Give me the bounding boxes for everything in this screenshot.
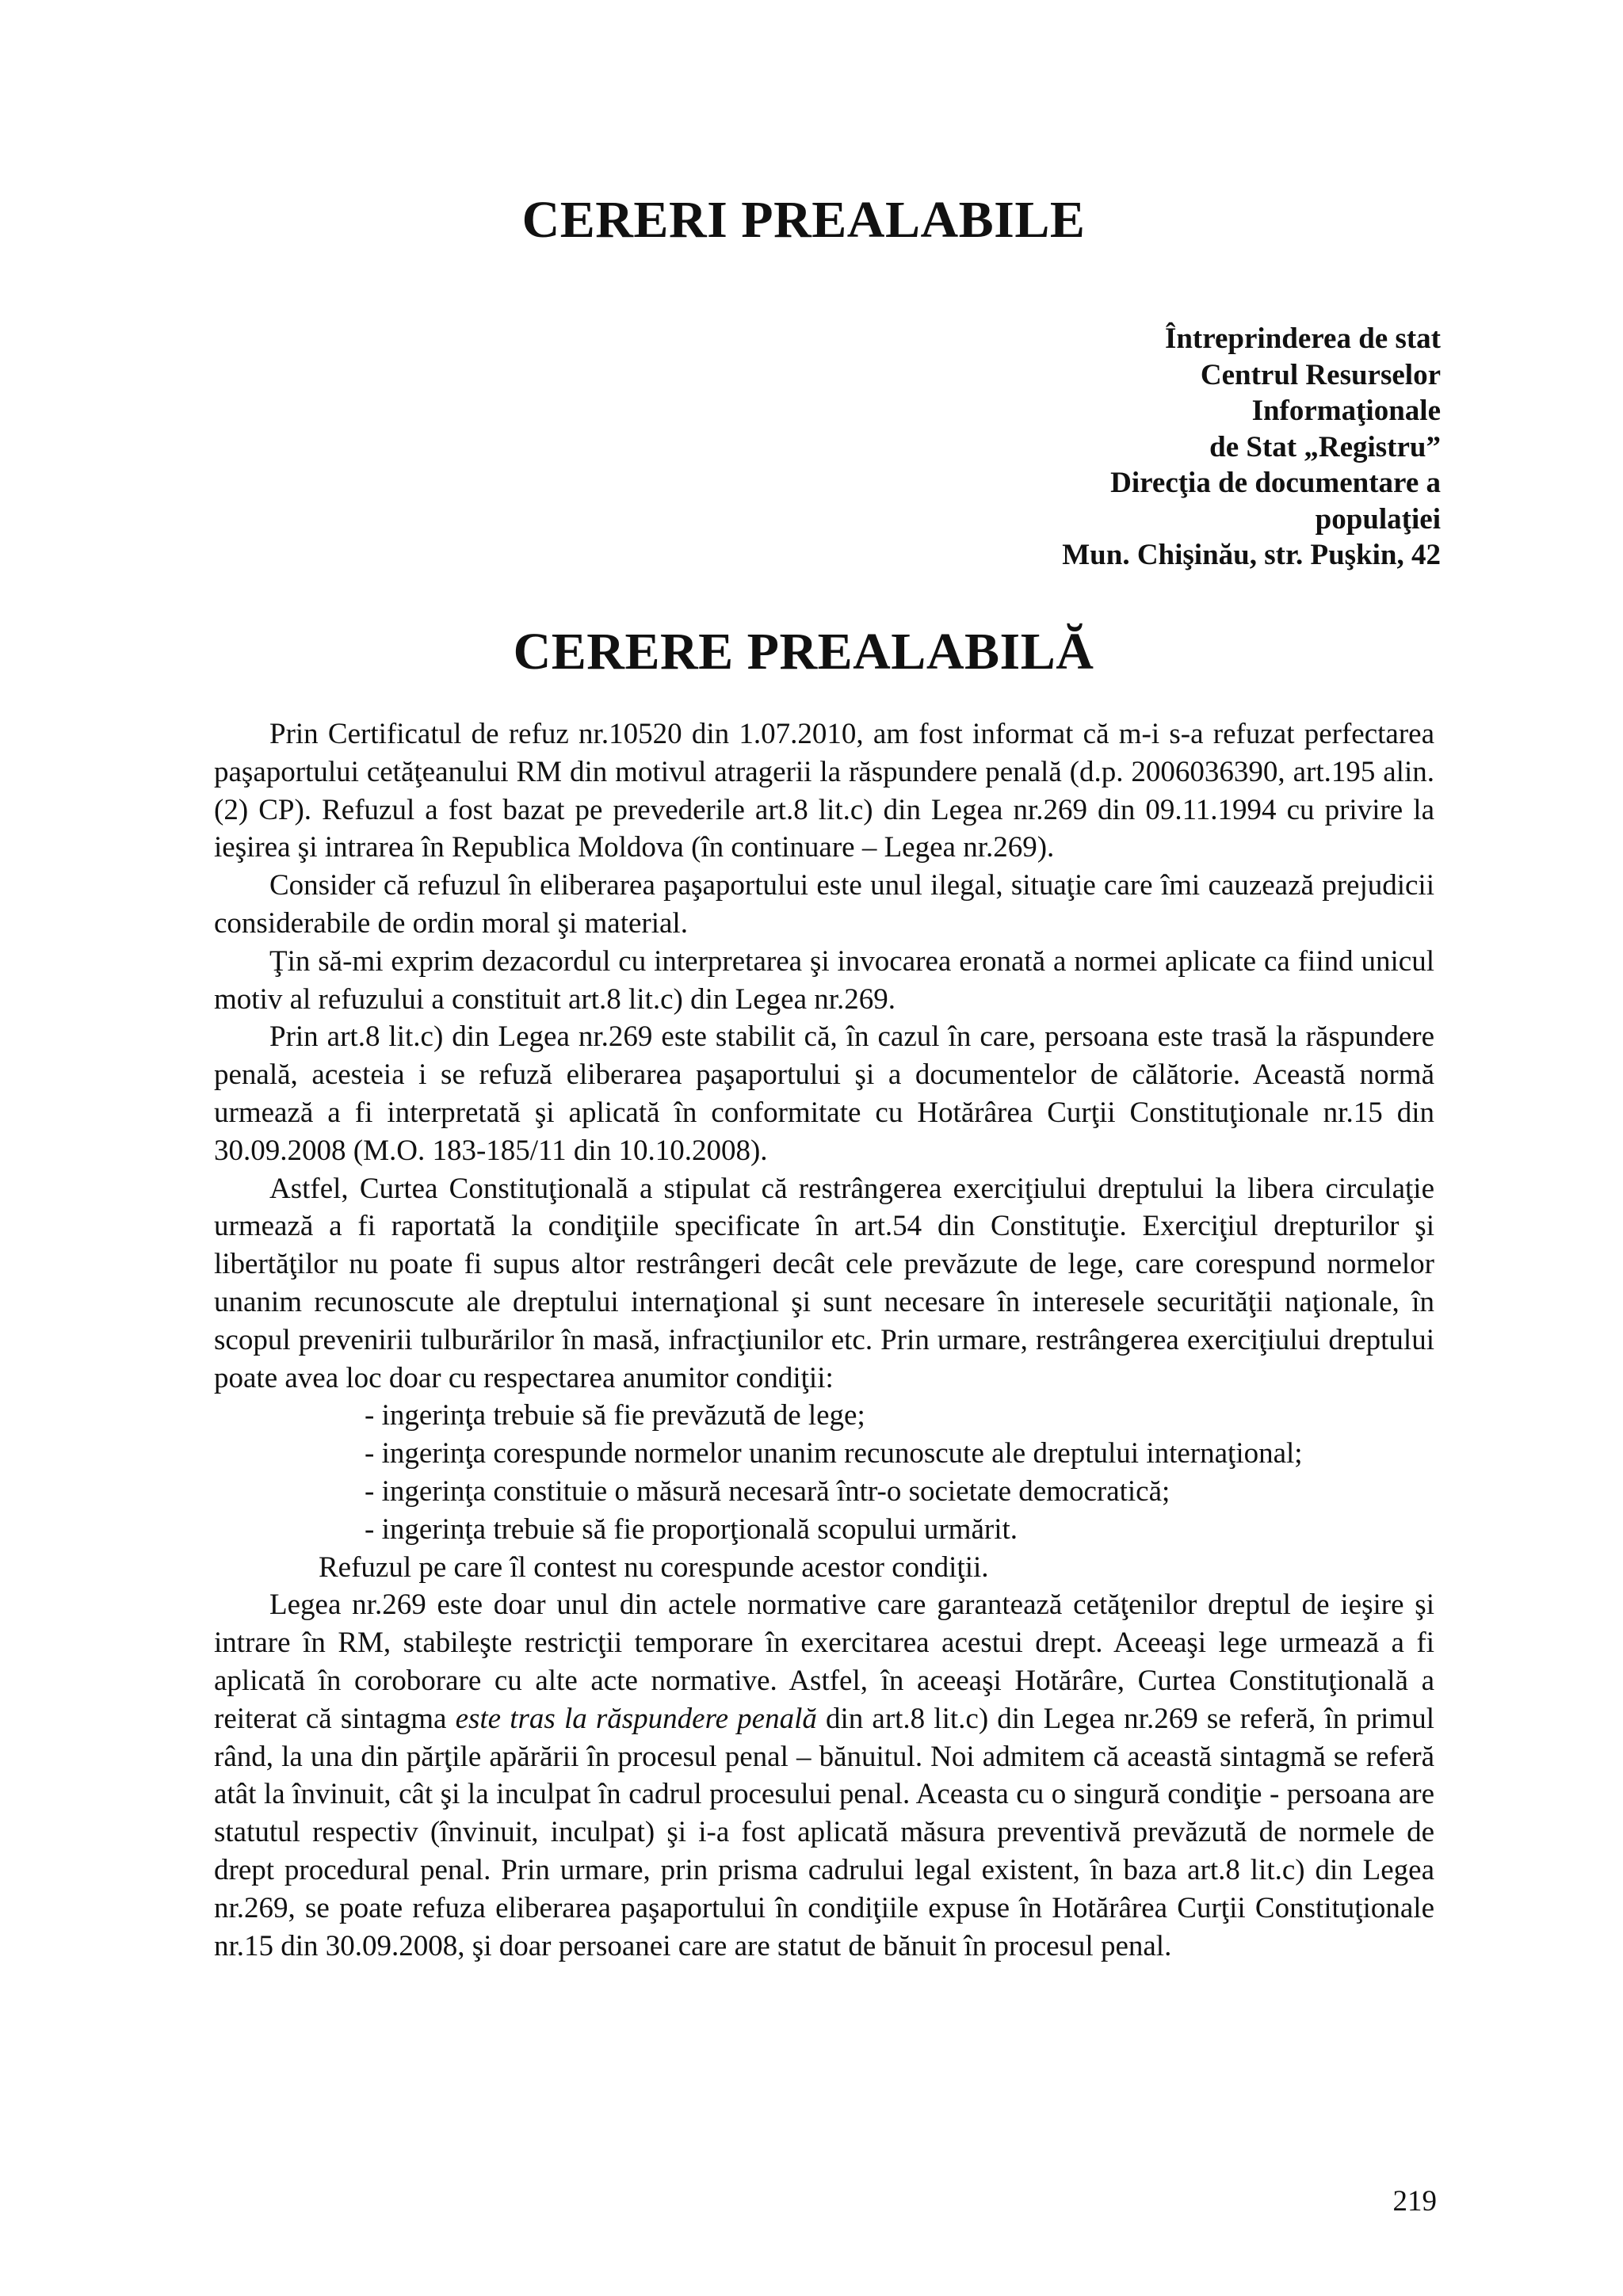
paragraph-constitutional-court: Astfel, Curtea Constituţională a stipulat că restrângerea exerciţiului dreptului la libera circulaţie urmează a fi raportată la condiţiile specificate în art.54 din Constituţie. Exerciţiul drepturilor şi libertăţilor nu poate fi supus altor restrângeri decât cele prevăzute de lege, care corespund normelor unanim recunoscute ale dreptului internaţional şi sunt necesare în interesele securităţii naţionale, în scopul prevenirii tulburărilor în masă, infracţiunilor etc. Prin urmare, restrângerea exerciţiului dreptului poate avea loc doar cu respectarea anumitor condiţii: — [214, 1172, 1434, 1394]
paragraph-illegal-refusal: Consider că refuzul în eliberarea paşaportului este unul ilegal, situaţie care îmi cauzează prejudicii considerabile de ordin moral şi material. — [214, 869, 1434, 940]
paragraph-law-269 — [214, 1586, 1434, 1965]
address-line: Informaţionale — [1251, 395, 1441, 427]
paragraph-contested-refusal: Refuzul pe care îl contest nu corespunde acestor condiţii. — [319, 1550, 989, 1584]
condition-item: - ingerinţa trebuie să fie proporţională scopului urmărit. — [365, 1512, 1018, 1546]
address-line: populaţiei — [1315, 502, 1441, 536]
document-body — [214, 715, 1434, 1965]
paragraph-article-8: Prin art.8 lit.c) din Legea nr.269 este stabilit că, în cazul în care, persoana este trasă la răspundere penală, acesteia i se refuză eliberarea paşaportului şi a documentelor de călătorie. Această normă urmează a fi interpretată şi aplicată în conformitate cu Hotărârea Curţii Constituţionale nr.15 din 30.09.2008 (M.O. 183-185/11 din 10.10.2008). — [214, 1020, 1434, 1167]
paragraph-law-269-start: Legea nr.269 este doar unul din actele normative care garantează cetăţenilor dreptul de ieşire şi intrare în RM, stabileşte restricţii temporare în exercitarea acestui drept. Aceeaşi lege urmează a fi aplicată în coroborare cu alte acte normative. Astfel, în aceeaşi Hotărâre, Curtea Constituţională a reiterat că sintagma — [214, 1589, 1434, 1735]
paragraph-law-269-end: din art.8 lit.c) din Legea nr.269 se referă, în primul rând, la una din părţile apărării în procesul penal – bănuitul. Noi admitem că această sintagmă se referă atât la învinuit, cât şi la inculpat în cadrul procesului penal. Aceasta cu o singură condiţie - persoana are statutul respectiv (învinuit, inculpat) şi i-a fost aplicată măsura preventivă prevăzută de normele de drept procedural penal. Prin urmare, prin prisma cadrului legal existent, în baza art.8 lit.c) din Legea nr.269, se poate refuza eliberarea paşaportului în condiţiile expuse în Hotărârea Curţii Constituţionale nr.15 din 30.09.2008, şi doar persoanei care are statut de bănuit în procesul penal. — [214, 1702, 1434, 1962]
paragraph-refusal-certificate: Prin Certificatul de refuz nr.10520 din 1.07.2010, am fost informat că m-i s-a refuzat perfectarea paşaportului cetăţeanului RM din motivul atragerii la răspundere penală (d.p. 2006036390, art.195 alin.(2) CP). Refuzul a fost bazat pe prevederile art.8 lit.c) din Legea nr.269 din 09.11.1994 cu privire la ieşirea şi intrarea în Republica Moldova (în continuare – Legea nr.269). — [214, 718, 1434, 864]
address-line: Direcţia de documentare a — [1110, 467, 1441, 499]
italic-phrase: este tras la răspundere penală — [455, 1702, 817, 1735]
paragraph-disagreement: Ţin să-mi exprim dezacordul cu interpretarea şi invocarea eronată a normei aplicate ca fiind unicul motiv al refuzului a constituit art.8 lit.c) din Legea nr.269. — [214, 944, 1434, 1016]
document-title: CERERE PREALABILĂ — [513, 623, 1094, 681]
address-line: Mun. Chişinău, str. Puşkin, 42 — [1062, 539, 1441, 571]
condition-item: - ingerinţa constituie o măsură necesară într-o societate democratică; — [365, 1474, 1170, 1508]
address-line: de Stat „Registru” — [1209, 430, 1441, 463]
condition-item: - ingerinţa corespunde normelor unanim recunoscute ale dreptului internaţional; — [365, 1437, 1303, 1470]
address-line: Întreprinderea de stat — [1164, 322, 1441, 355]
page-number: 219 — [1392, 2185, 1437, 2218]
address-line: Centrul Resurselor — [1200, 358, 1441, 391]
conditions-list — [214, 1397, 1434, 1548]
condition-item: - ingerinţa trebuie să fie prevăzută de lege; — [365, 1399, 865, 1432]
section-title: CERERI PREALABILE — [521, 191, 1086, 249]
recipient-address — [1062, 321, 1441, 574]
